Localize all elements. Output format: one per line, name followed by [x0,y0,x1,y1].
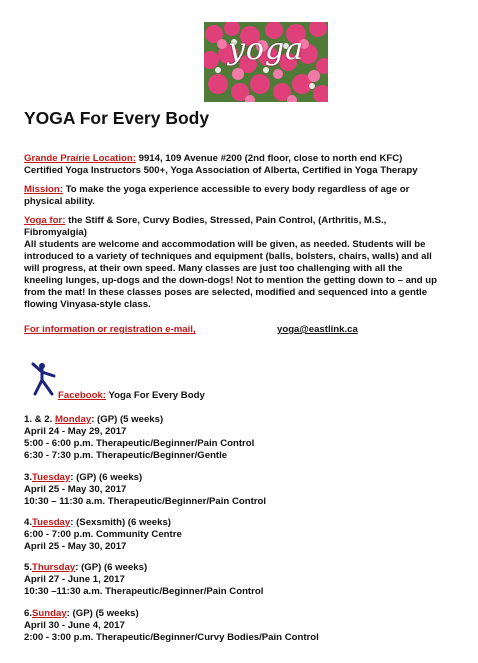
class-details: : (GP) (6 weeks) [75,562,148,573]
class-number: 1. & 2. [24,414,55,425]
facebook-page-name[interactable]: Yoga For Every Body [105,390,205,401]
description-line: flowing Vinyasa-style class. [24,299,151,310]
description-line: kneeling lunges, up-dogs and the down-dogs! Not to mention the getting down to – and up [24,275,438,286]
class-time: 6:00 - 7:00 p.m. Community Centre [24,529,182,540]
schedule-block-tuesday-gp [24,472,266,508]
class-day: Thursday [32,562,76,573]
class-number: 4. [24,517,33,528]
description-line: will progress, at their own speed. Many classes are just too challenging with all the [24,263,403,274]
header-flower-image [204,22,328,102]
class-number: 6. [24,608,33,619]
class-dates: April 24 - May 29, 2017 [24,426,127,437]
yoga-pose-figure-icon [30,362,56,396]
mission-label: Mission: [24,184,63,195]
class-number: 5. [24,562,33,573]
schedule-block-monday [24,414,254,462]
schedule-block-sunday [24,608,319,644]
mission-text-continued: physical ability. [24,196,95,207]
contact-label: For information or registration e-mail, [24,324,196,335]
class-time: 6:30 - 7:30 p.m. Therapeutic/Beginner/Gentle [24,450,228,461]
schedule-block-thursday [24,562,263,598]
hero-yoga-word: yoga [227,32,305,67]
class-number: 3. [24,472,33,483]
mission-text: To make the yoga experience accessible to every body regardless of age or [62,184,410,195]
class-time: 2:00 - 3:00 p.m. Therapeutic/Beginner/Curvy Bodies/Pain Control [24,632,319,643]
class-time: 10:30 – 11:30 a.m. Therapeutic/Beginner/Pain Control [24,496,267,507]
contact-email-link[interactable]: yoga@eastlink.ca [277,324,358,335]
class-time: 10:30 –11:30 a.m. Therapeutic/Beginner/Pain Control [24,586,264,597]
yoga-for-block [24,215,464,311]
class-dates: April 25 - May 30, 2017 [24,484,127,495]
certification-line: Certified Yoga Instructors 500+, Yoga Association of Alberta, Certified in Yoga Therapy [24,165,418,176]
class-details: : (GP) (5 weeks) [66,608,139,619]
yoga-for-audience-continued: Fibromyalgia) [24,227,87,238]
location-address: 9914, 109 Avenue #200 (2nd floor, close to north end KFC) [135,153,403,164]
class-day: Tuesday [32,472,71,483]
yoga-for-audience: the Stiff & Sore, Curvy Bodies, Stressed, Pain Control, (Arthritis, M.S., [65,215,387,226]
description-line: from the mat! In these classes poses are selected, modified and sequenced into a gentle [24,287,428,298]
description-line: introduced to a variety of techniques and equipment (balls, bolsters, chairs, walls) and all [24,251,432,262]
class-day: Sunday [32,608,67,619]
page-title: YOGA For Every Body [24,108,210,128]
facebook-label: Facebook: [58,390,106,401]
class-details: : (GP) (6 weeks) [70,472,143,483]
class-day: Monday [54,414,92,425]
class-dates: April 27 - June 1, 2017 [24,574,125,585]
location-label: Grande Prairie Location: [24,153,136,164]
class-day: Tuesday [32,517,71,528]
mission-block [24,184,464,208]
schedule-block-tuesday-sexsmith [24,517,182,553]
class-details: : (GP) (5 weeks) [91,414,164,425]
yoga-for-label: Yoga for: [24,215,66,226]
facebook-line [58,390,205,402]
description-line: All students are welcome and accommodation will be given, as needed. Students will be [24,239,426,250]
class-time: 5:00 - 6:00 p.m. Therapeutic/Beginner/Pain Control [24,438,255,449]
class-dates: April 25 - May 30, 2017 [24,541,127,552]
class-details: : (Sexsmith) (6 weeks) [70,517,172,528]
class-dates: April 30 - June 4, 2017 [24,620,125,631]
location-block [24,153,464,177]
